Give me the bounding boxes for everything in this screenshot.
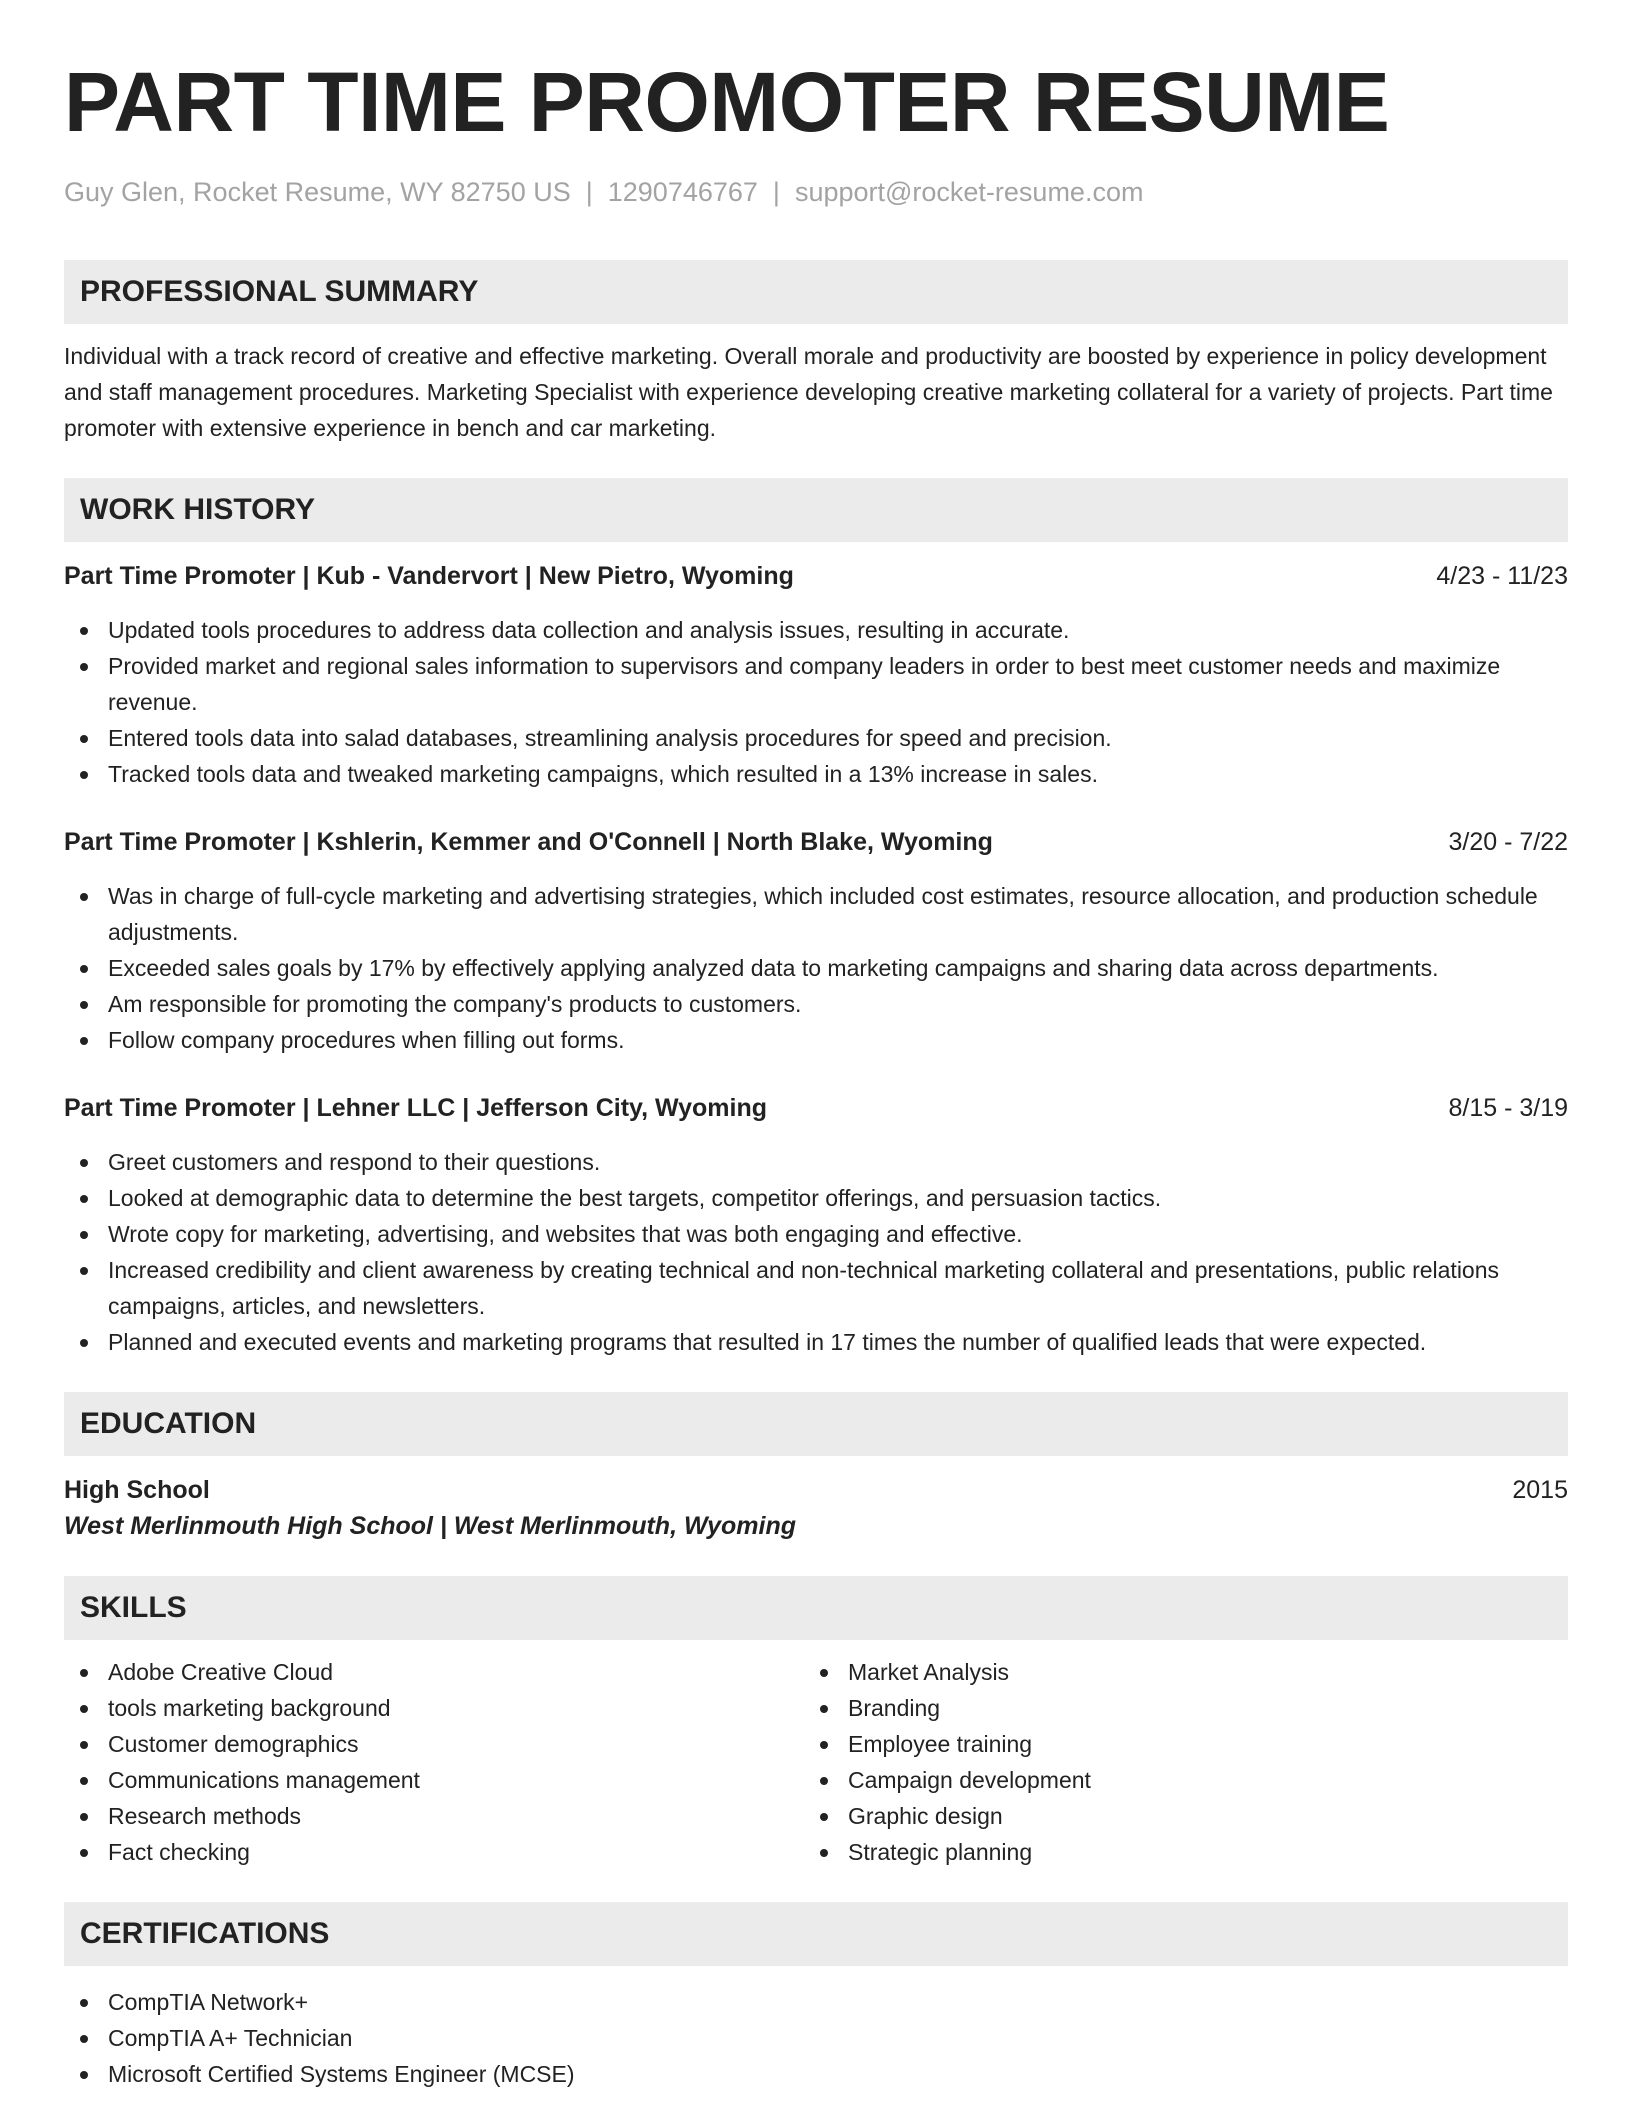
job-bullet: Entered tools data into salad databases, streamlining analysis procedures for speed and precision. — [64, 720, 1568, 756]
skill-item: Fact checking — [64, 1834, 804, 1870]
job-entry — [64, 824, 1568, 1058]
skills-list — [804, 1654, 1544, 1870]
job-bullet: Was in charge of full-cycle marketing and advertising strategies, which included cost estimates, resource allocation, and production schedule adjustments. — [64, 878, 1568, 950]
skill-item: Market Analysis — [804, 1654, 1544, 1690]
job-entry — [64, 558, 1568, 792]
summary-section — [64, 260, 1568, 446]
job-bullet: Exceeded sales goals by 17% by effectively applying analyzed data to marketing campaigns and sharing data across departments. — [64, 950, 1568, 986]
certifications-list — [64, 1984, 1568, 2092]
job-bullets — [64, 1144, 1568, 1360]
job-bullet: Wrote copy for marketing, advertising, and websites that was both engaging and effective. — [64, 1216, 1568, 1252]
job-bullet: Follow company procedures when filling out forms. — [64, 1022, 1568, 1058]
job-header — [64, 558, 1568, 594]
job-title: Part Time Promoter | Lehner LLC | Jefferson City, Wyoming — [64, 1094, 768, 1122]
job-header — [64, 1090, 1568, 1126]
resume-title: PART TIME PROMOTER RESUME — [64, 55, 1390, 149]
contact-phone: 1290746767 — [607, 177, 758, 207]
job-title: Part Time Promoter | Kshlerin, Kemmer and O'Connell | North Blake, Wyoming — [64, 828, 993, 856]
certification-item: CompTIA Network+ — [64, 1984, 1568, 2020]
education-header — [64, 1472, 1568, 1508]
job-bullet: Provided market and regional sales information to supervisors and company leaders in order to best meet customer needs and maximize revenue. — [64, 648, 1568, 720]
contact-separator: | — [772, 177, 780, 207]
contact-separator: | — [585, 177, 593, 207]
job-header — [64, 824, 1568, 860]
skill-item: Branding — [804, 1690, 1544, 1726]
summary-text: Individual with a track record of creative and effective marketing. Overall morale and productivity are boosted by experience in policy development and staff management procedures. Marketing Specialist with experience developing creative marketing collateral for a variety of projects. Part time promoter with extensive experience in bench and car marketing. — [64, 343, 1553, 441]
skills-column-left — [64, 1654, 804, 1870]
job-bullet: Planned and executed events and marketing programs that resulted in 17 times the number of qualified leads that were expected. — [64, 1324, 1568, 1360]
contact-line — [64, 174, 1568, 210]
education-section — [64, 1392, 1568, 1544]
section-heading-skills: SKILLS — [64, 1576, 1568, 1640]
section-heading-summary: PROFESSIONAL SUMMARY — [64, 260, 1568, 324]
job-dates: 3/20 - 7/22 — [1448, 828, 1568, 856]
skill-item: Employee training — [804, 1726, 1544, 1762]
certifications-section — [64, 1902, 1568, 2092]
skill-item: Strategic planning — [804, 1834, 1544, 1870]
job-bullet: Tracked tools data and tweaked marketing campaigns, which resulted in a 13% increase in sales. — [64, 756, 1568, 792]
skill-item: Graphic design — [804, 1798, 1544, 1834]
skill-item: Adobe Creative Cloud — [64, 1654, 804, 1690]
job-bullets — [64, 612, 1568, 792]
education-school: West Merlinmouth High School | West Merlinmouth, Wyoming — [64, 1512, 797, 1540]
skills-column-right — [804, 1654, 1544, 1870]
skill-item: Research methods — [64, 1798, 804, 1834]
job-title: Part Time Promoter | Kub - Vandervort | New Pietro, Wyoming — [64, 562, 794, 590]
certification-item: Microsoft Certified Systems Engineer (MCSE) — [64, 2056, 1568, 2092]
work-history-section — [64, 478, 1568, 1360]
job-entry — [64, 1090, 1568, 1360]
job-bullet: Am responsible for promoting the company's products to customers. — [64, 986, 1568, 1022]
skills-list — [64, 1654, 804, 1870]
job-dates: 8/15 - 3/19 — [1448, 1094, 1568, 1122]
contact-address: Guy Glen, Rocket Resume, WY 82750 US — [64, 177, 571, 207]
job-bullet: Updated tools procedures to address data collection and analysis issues, resulting in accurate. — [64, 612, 1568, 648]
job-bullets — [64, 878, 1568, 1058]
contact-email[interactable]: support@rocket-resume.com — [794, 177, 1144, 207]
section-heading-certifications: CERTIFICATIONS — [64, 1902, 1568, 1966]
job-bullet: Looked at demographic data to determine the best targets, competitor offerings, and persuasion tactics. — [64, 1180, 1568, 1216]
section-heading-work-history: WORK HISTORY — [64, 478, 1568, 542]
education-degree: High School — [64, 1476, 210, 1504]
skill-item: Customer demographics — [64, 1726, 804, 1762]
skill-item: tools marketing background — [64, 1690, 804, 1726]
certification-item: CompTIA A+ Technician — [64, 2020, 1568, 2056]
skill-item: Campaign development — [804, 1762, 1544, 1798]
job-dates: 4/23 - 11/23 — [1436, 562, 1568, 590]
skills-grid — [64, 1654, 1568, 1870]
skill-item: Communications management — [64, 1762, 804, 1798]
section-heading-education: EDUCATION — [64, 1392, 1568, 1456]
skills-section — [64, 1576, 1568, 1870]
job-bullet: Increased credibility and client awareness by creating technical and non-technical marketing collateral and presentations, public relations campaigns, articles, and newsletters. — [64, 1252, 1568, 1324]
job-bullet: Greet customers and respond to their questions. — [64, 1144, 1568, 1180]
education-year: 2015 — [1512, 1476, 1568, 1504]
